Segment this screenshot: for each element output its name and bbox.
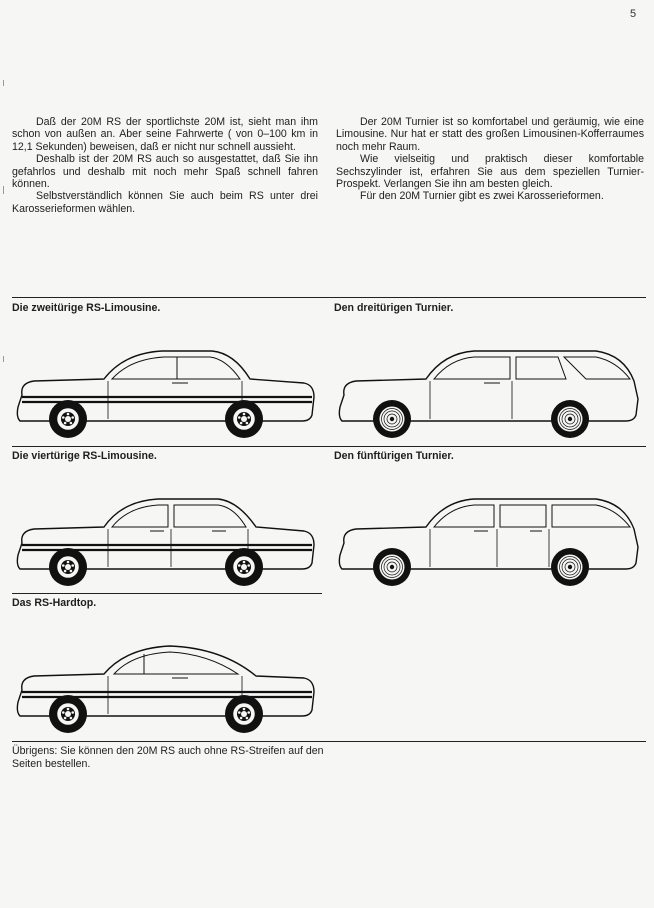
paragraph: Für den 20M Turnier gibt es zwei Karosserieformen. [360, 190, 604, 203]
car-illustration-rs-2door [12, 345, 318, 445]
car-illustration-rs-4door [12, 493, 318, 593]
car-illustration-turnier-5door [334, 493, 646, 593]
paragraph: Selbstverständlich können Sie auch beim RS unter drei Karosserieformen wählen. [12, 190, 318, 215]
intro-text-rs [12, 116, 318, 215]
binding-mark [3, 80, 4, 86]
paragraph: Wie vielseitig und praktisch dieser komfortable Sechszylinder ist, erfahren Sie aus dem speziellen Turnier-Prospekt. Verlangen Sie ihn am besten gleich. [336, 153, 644, 191]
divider [12, 446, 646, 447]
caption-rs-2door: Die zweitürige RS-Limousine. [12, 302, 161, 314]
binding-mark [3, 186, 4, 194]
divider [12, 297, 646, 298]
car-illustration-turnier-3door [334, 345, 646, 445]
footnote: Übrigens: Sie können den 20M RS auch ohne RS-Streifen auf den Seiten bestellen. [12, 745, 324, 770]
paragraph: Daß der 20M RS der sportlichste 20M ist, sieht man ihm schon von außen an. Aber seine Fahrwerte ( von 0–100 km in 12,1 Sekunden) beweisen, daß er nicht nur schnell aussieht. [12, 116, 318, 153]
caption-rs-hardtop: Das RS-Hardtop. [12, 597, 97, 609]
car-illustration-rs-hardtop [12, 640, 318, 740]
caption-rs-4door: Die viertürige RS-Limousine. [12, 450, 157, 462]
caption-turnier-3door: Den dreitürigen Turnier. [334, 302, 454, 314]
page-number: 5 [630, 8, 637, 20]
paragraph: Der 20M Turnier ist so komfortabel und geräumig, wie eine Limousine. Nur hat er statt des großen Limousinen-Kofferraumes noch mehr Raum. [336, 116, 644, 153]
caption-turnier-5door: Den fünftürigen Turnier. [334, 450, 454, 462]
paragraph: Deshalb ist der 20M RS auch so ausgestattet, daß Sie ihn gefahrlos und deshalb mit noch mehr Spaß schnell fahren können. [12, 153, 318, 191]
intro-text-turnier [336, 116, 644, 203]
divider [12, 741, 646, 742]
divider [12, 593, 322, 594]
binding-mark [3, 356, 4, 362]
